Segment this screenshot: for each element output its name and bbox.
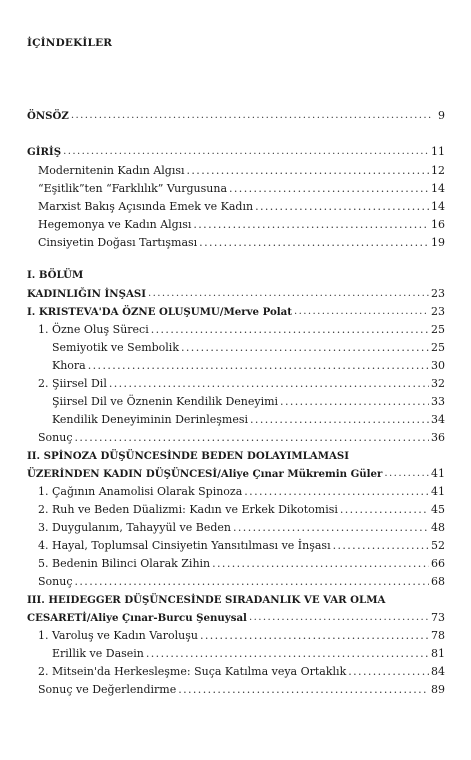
toc-entry	[38, 216, 445, 232]
toc-entry	[38, 555, 445, 571]
toc-entry	[38, 483, 445, 499]
toc-entry	[38, 681, 445, 697]
toc-entry-title: 1. Varoluş ve Kadın Varoluşu	[38, 629, 198, 642]
toc-page-number: 41	[431, 485, 445, 498]
dot-leader	[187, 164, 429, 178]
toc-entry-title: KADINLIĞIN İNŞASI	[27, 288, 146, 300]
toc-entry-title: Semiyotik ve Sembolik	[52, 341, 179, 354]
toc-entry	[52, 393, 445, 409]
dot-leader	[384, 467, 429, 481]
toc-entry	[38, 501, 445, 517]
dot-leader	[255, 200, 429, 214]
toc-entry-onsoz	[27, 107, 445, 123]
dot-leader	[148, 287, 429, 301]
toc-page-number: 84	[431, 665, 445, 678]
dot-leader	[233, 521, 429, 535]
toc-page-number: 81	[431, 647, 445, 660]
toc-entry-title: 2. Mitsein'da Herkesleşme: Suça Katılma veya Ortaklık	[38, 665, 347, 678]
toc-entry-title: 2. Şiirsel Dil	[38, 377, 107, 390]
toc-entry	[38, 234, 445, 250]
toc-entry-title: 1. Özne Oluş Süreci	[38, 323, 149, 336]
dot-leader	[151, 323, 429, 337]
toc-chapter	[27, 303, 445, 319]
toc-entry-title: Hegemonya ve Kadın Algısı	[38, 218, 192, 231]
toc-entry-title: Sonuç ve Değerlendirme	[38, 683, 177, 696]
toc-entry	[52, 357, 445, 373]
toc-entry-title: III. HEIDEGGER DÜŞÜNCESİNDE SIRADANLIK VE VAR OLMA	[27, 594, 386, 606]
dot-leader	[181, 341, 429, 355]
toc-page-number: 34	[431, 413, 445, 426]
toc-entry	[38, 663, 445, 679]
toc-chapter	[27, 609, 445, 625]
toc-page-number: 9	[438, 109, 445, 122]
toc-page-number: 48	[431, 521, 445, 534]
toc-entry-title: Erillik ve Dasein	[52, 647, 144, 660]
toc-entry	[52, 339, 445, 355]
toc-entry	[38, 162, 445, 178]
toc-page-number: 14	[431, 182, 445, 195]
dot-leader	[193, 218, 429, 232]
toc-page-number: 68	[431, 575, 445, 588]
toc-entry	[52, 645, 445, 661]
toc-page-number: 89	[431, 683, 445, 696]
toc-page-number: 12	[431, 164, 445, 177]
toc-entry-title: 2. Ruh ve Beden Düalizmi: Kadın ve Erkek Dikotomisi	[38, 503, 338, 516]
dot-leader	[75, 575, 430, 589]
toc-page-number: 41	[431, 467, 445, 480]
toc-entry	[38, 429, 445, 445]
toc-page-number: 36	[431, 431, 445, 444]
dot-leader	[333, 539, 429, 553]
dot-leader	[294, 305, 429, 319]
dot-leader	[199, 236, 429, 250]
toc-entry-title: II. SPİNOZA DÜŞÜNCESİNDE BEDEN DOLAYIMLAMASI	[27, 450, 349, 462]
toc-entry-title: Sonuç	[38, 431, 73, 444]
dot-leader	[244, 485, 429, 499]
page-title: İÇİNDEKİLER	[27, 37, 113, 49]
toc-page-number: 14	[431, 200, 445, 213]
toc-page-number: 52	[431, 539, 445, 552]
toc-entry	[38, 573, 445, 589]
toc-entry-title: 4. Hayal, Toplumsal Cinsiyetin Yansıtılması ve İnşası	[38, 539, 331, 552]
toc-chapter	[27, 591, 445, 607]
toc-entry-title: Cinsiyetin Doğası Tartışması	[38, 236, 198, 249]
toc-entry-title: ÖNSÖZ	[27, 110, 69, 122]
toc-entry-title: GİRİŞ	[27, 146, 62, 158]
dot-leader	[71, 109, 431, 123]
toc-entry-title: CESARETİ/Aliye Çınar-Burcu Şenuysal	[27, 612, 247, 624]
toc-page-number: 45	[431, 503, 445, 516]
toc-entry-title: 3. Duygulanım, Tahayyül ve Beden	[38, 521, 231, 534]
dot-leader	[75, 431, 430, 445]
toc-page-number: 11	[431, 145, 445, 158]
toc-page-number: 33	[431, 395, 445, 408]
dot-leader	[250, 413, 429, 427]
toc-entry	[38, 537, 445, 553]
toc-entry-title: ÜZERİNDEN KADIN DÜŞÜNCESİ/Aliye Çınar Mükremin Güler	[27, 468, 383, 480]
toc-entry-title: “Eşitlik”ten “Farklılık” Vurgusuna	[38, 182, 228, 195]
toc-page-number: 73	[431, 611, 445, 624]
dot-leader	[249, 611, 429, 625]
toc-page-number: 30	[431, 359, 445, 372]
toc-entry-title: I. KRISTEVA'DA ÖZNE OLUŞUMU/Merve Polat	[27, 306, 292, 318]
dot-leader	[229, 182, 429, 196]
toc-entry-part-title	[27, 285, 445, 301]
toc-entry	[38, 375, 445, 391]
toc-entry	[38, 519, 445, 535]
toc-page-number: 78	[431, 629, 445, 642]
toc-entry-title: I. BÖLÜM	[27, 269, 84, 281]
toc-entry-title: 5. Bedenin Bilinci Olarak Zihin	[38, 557, 211, 570]
dot-leader	[146, 647, 429, 661]
toc-page-number: 25	[431, 341, 445, 354]
dot-leader	[88, 359, 429, 373]
toc-entry-title: Modernitenin Kadın Algısı	[38, 164, 185, 177]
toc-entry	[38, 627, 445, 643]
toc-entry-title: 1. Çağının Anamolisi Olarak Spinoza	[38, 485, 243, 498]
toc-page-number: 32	[431, 377, 445, 390]
dot-leader	[212, 557, 429, 571]
toc-page-number: 23	[431, 305, 445, 318]
toc-page-number: 19	[431, 236, 445, 249]
toc-entry	[38, 321, 445, 337]
dot-leader	[280, 395, 429, 409]
dot-leader	[200, 629, 429, 643]
toc-page-number: 66	[431, 557, 445, 570]
toc-page-number: 25	[431, 323, 445, 336]
toc-chapter	[27, 465, 445, 481]
toc-page-number: 16	[431, 218, 445, 231]
dot-leader	[340, 503, 429, 517]
toc-entry	[38, 198, 445, 214]
dot-leader	[109, 377, 429, 391]
dot-leader	[348, 665, 429, 679]
toc-entry-title: Marxist Bakış Açısında Emek ve Kadın	[38, 200, 254, 213]
toc-chapter	[27, 447, 445, 463]
toc-entry-title: Şiirsel Dil ve Öznenin Kendilik Deneyimi	[52, 395, 279, 408]
toc-entry	[52, 411, 445, 427]
toc-entry-giris	[27, 143, 445, 159]
toc-entry-title: Khora	[52, 359, 86, 372]
toc-entry	[38, 180, 445, 196]
toc-entry-title: Sonuç	[38, 575, 73, 588]
dot-leader	[178, 683, 429, 697]
toc-entry-title: Kendilik Deneyiminin Derinleşmesi	[52, 413, 249, 426]
toc-part-heading	[27, 266, 445, 282]
toc-page-number: 23	[431, 287, 445, 300]
dot-leader	[63, 145, 429, 159]
